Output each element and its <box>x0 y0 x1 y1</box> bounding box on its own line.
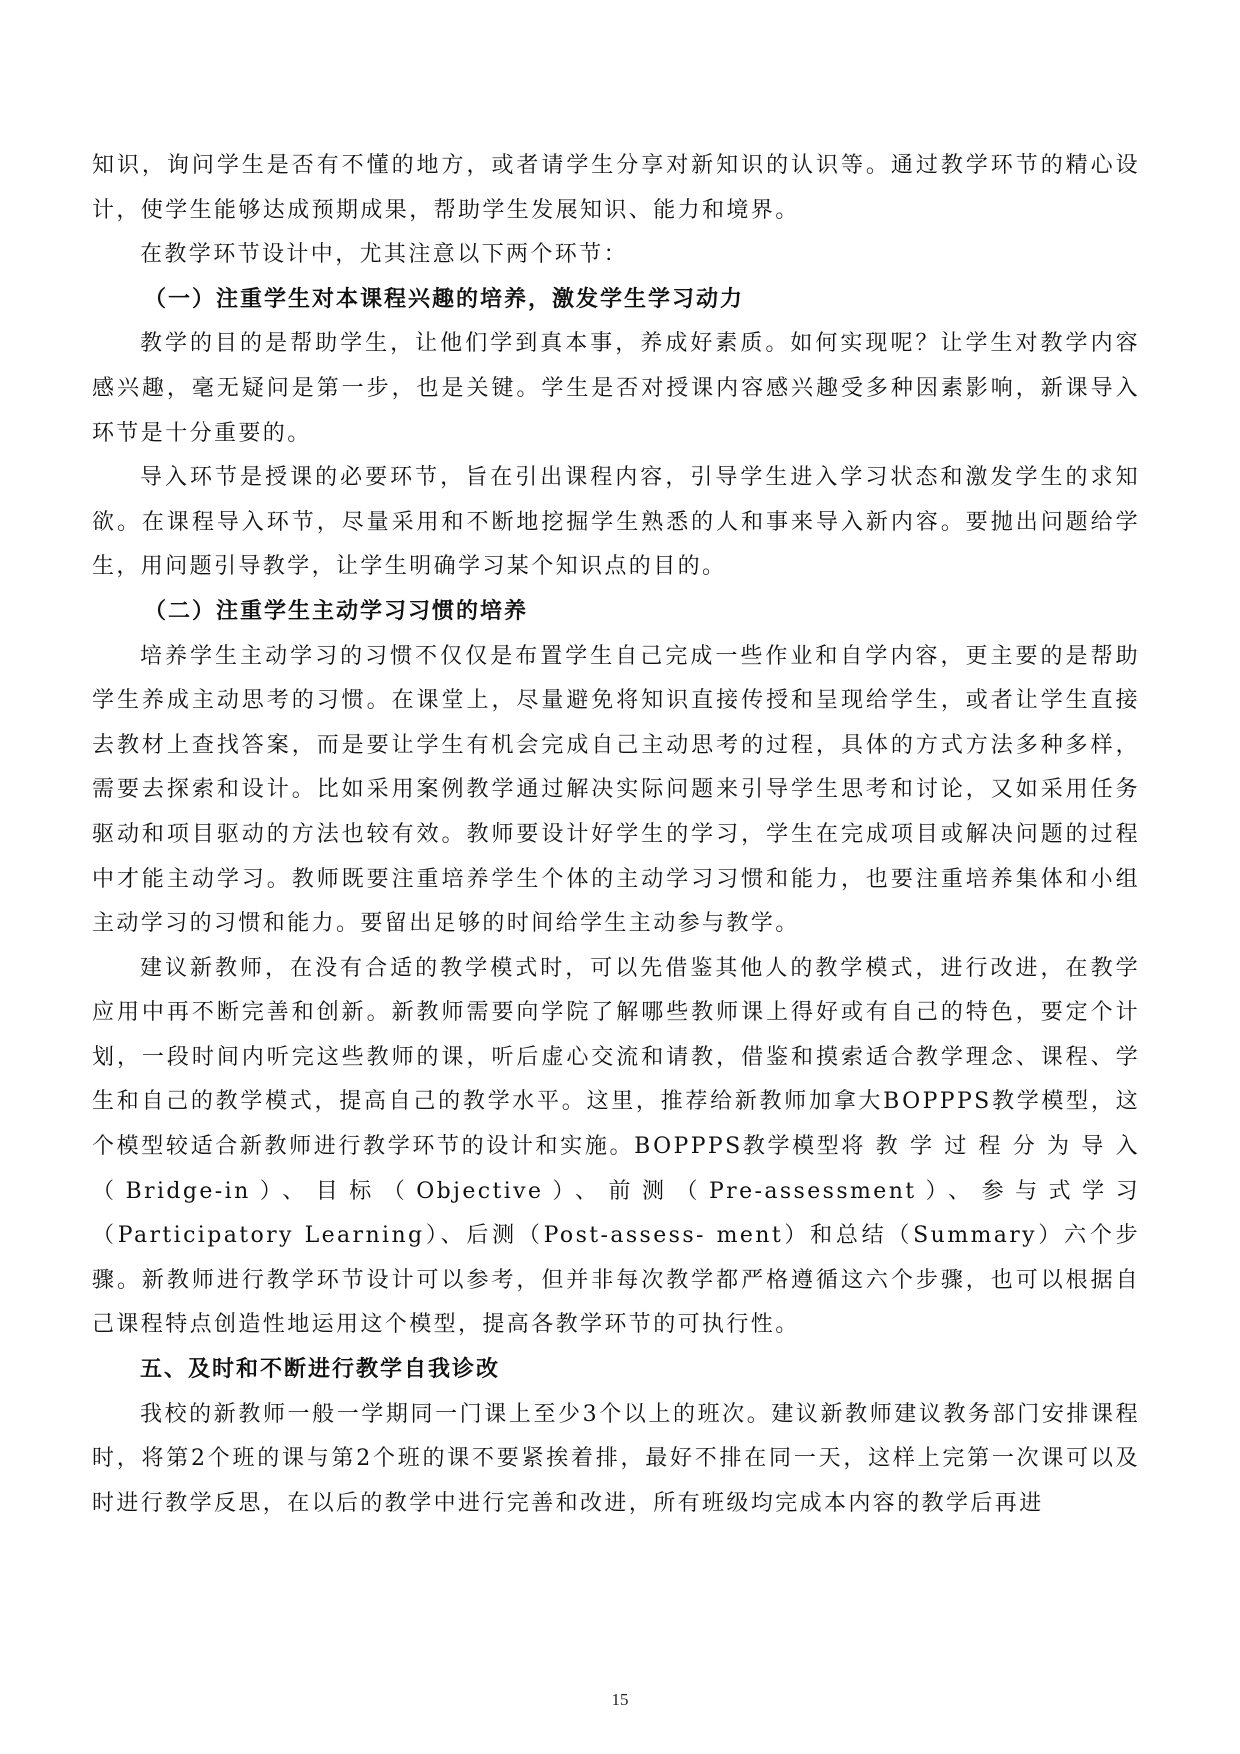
body-paragraph: 知识，询问学生是否有不懂的地方，或者请学生分享对新知识的认识等。通过教学环节的精心设计，使学生能够达成预期成果，帮助学生发展知识、能力和境界。 <box>92 153 1140 223</box>
body-paragraph: 在教学环节设计中，尤其注意以下两个环节： <box>140 242 629 268</box>
body-paragraph: 培养学生主动学习的习惯不仅仅是布置学生自己完成一些作业和自学内容，更主要的是帮助学生养成主动思考的习惯。在课堂上，尽量避免将知识直接传授和呈现给学生，或者让学生直接去教材上查找答案，而是要让学生有机会完成自己主动思考的过程，具体的方式方法多种多样，需要去探索和设计。比如采用案例教学通过解决实际问题来引导学生思考和讨论，又如采用任务驱动和项目驱动的方法也较有效。教师要设计好学生的学习，学生在完成项目或解决问题的过程中才能主动学习。教师既要注重培养学生个体的主动学习习惯和能力，也要注重培养集体和小组主动学习的习惯和能力。要留出足够的时间给学生主动参与教学。 <box>92 643 1140 937</box>
section-subheading: （二）注重学生主动学习习惯的培养 <box>144 598 529 624</box>
body-paragraph: 我校的新教师一般一学期同一门课上至少3个以上的班次。建议新教师建议教务部门安排课程时，将第2个班的课与第2个班的课不要紧挨着排，最好不排在同一天，这样上完第一次课可以及时进行教学反思，在以后的教学中进行完善和改进，所有班级均完成本内容的教学后再进 <box>92 1401 1140 1516</box>
page-body <box>92 144 1140 1526</box>
body-paragraph: 教学的目的是帮助学生，让他们学到真本事，养成好素质。如何实现呢？让学生对教学内容感兴趣，毫无疑问是第一步，也是关键。学生是否对授课内容感兴趣受多种因素影响，新课导入环节是十分重要的。 <box>92 331 1140 446</box>
body-paragraph: 导入环节是授课的必要环节，旨在引出课程内容，引导学生进入学习状态和激发学生的求知欲。在课程导入环节，尽量采用和不断地挖掘学生熟悉的人和事来导入新内容。要抛出问题给学生，用问题引导教学，让学生明确学习某个知识点的目的。 <box>92 465 1140 580</box>
section-heading: 五、及时和不断进行教学自我诊改 <box>140 1357 501 1383</box>
body-paragraph: 建议新教师，在没有合适的教学模式时，可以先借鉴其他人的教学模式，进行改进，在教学应用中再不断完善和创新。新教师需要向学院了解哪些教师课上得好或有自己的特色，要定个计划，一段时间内听完这些教师的课，听后虚心交流和请教，借鉴和摸索适合教学理念、课程、学生和自己的教学模式，提高自己的教学水平。这里，推荐给新教师加拿大BOPPPS教学模型，这个模型较适合新教师进行教学环节的设计和实施。BOPPPS教学模型将 教 学 过 程 分 为 导 入（Bridge-in）、目标（Objective）、前测（Pre-assessment）、参与式学习（Participatory Learning）、后测（Post-assess- ment）和总结（Summary）六个步骤。新教师进行教学环节设计可以参考，但并非每次教学都严格遵循这六个步骤，也可以根据自己课程特点创造性地运用这个模型，提高各教学环节的可执行性。 <box>92 955 1140 1338</box>
page-number: 15 <box>611 1690 629 1709</box>
section-subheading: （一）注重学生对本课程兴趣的培养，激发学生学习动力 <box>144 286 745 312</box>
